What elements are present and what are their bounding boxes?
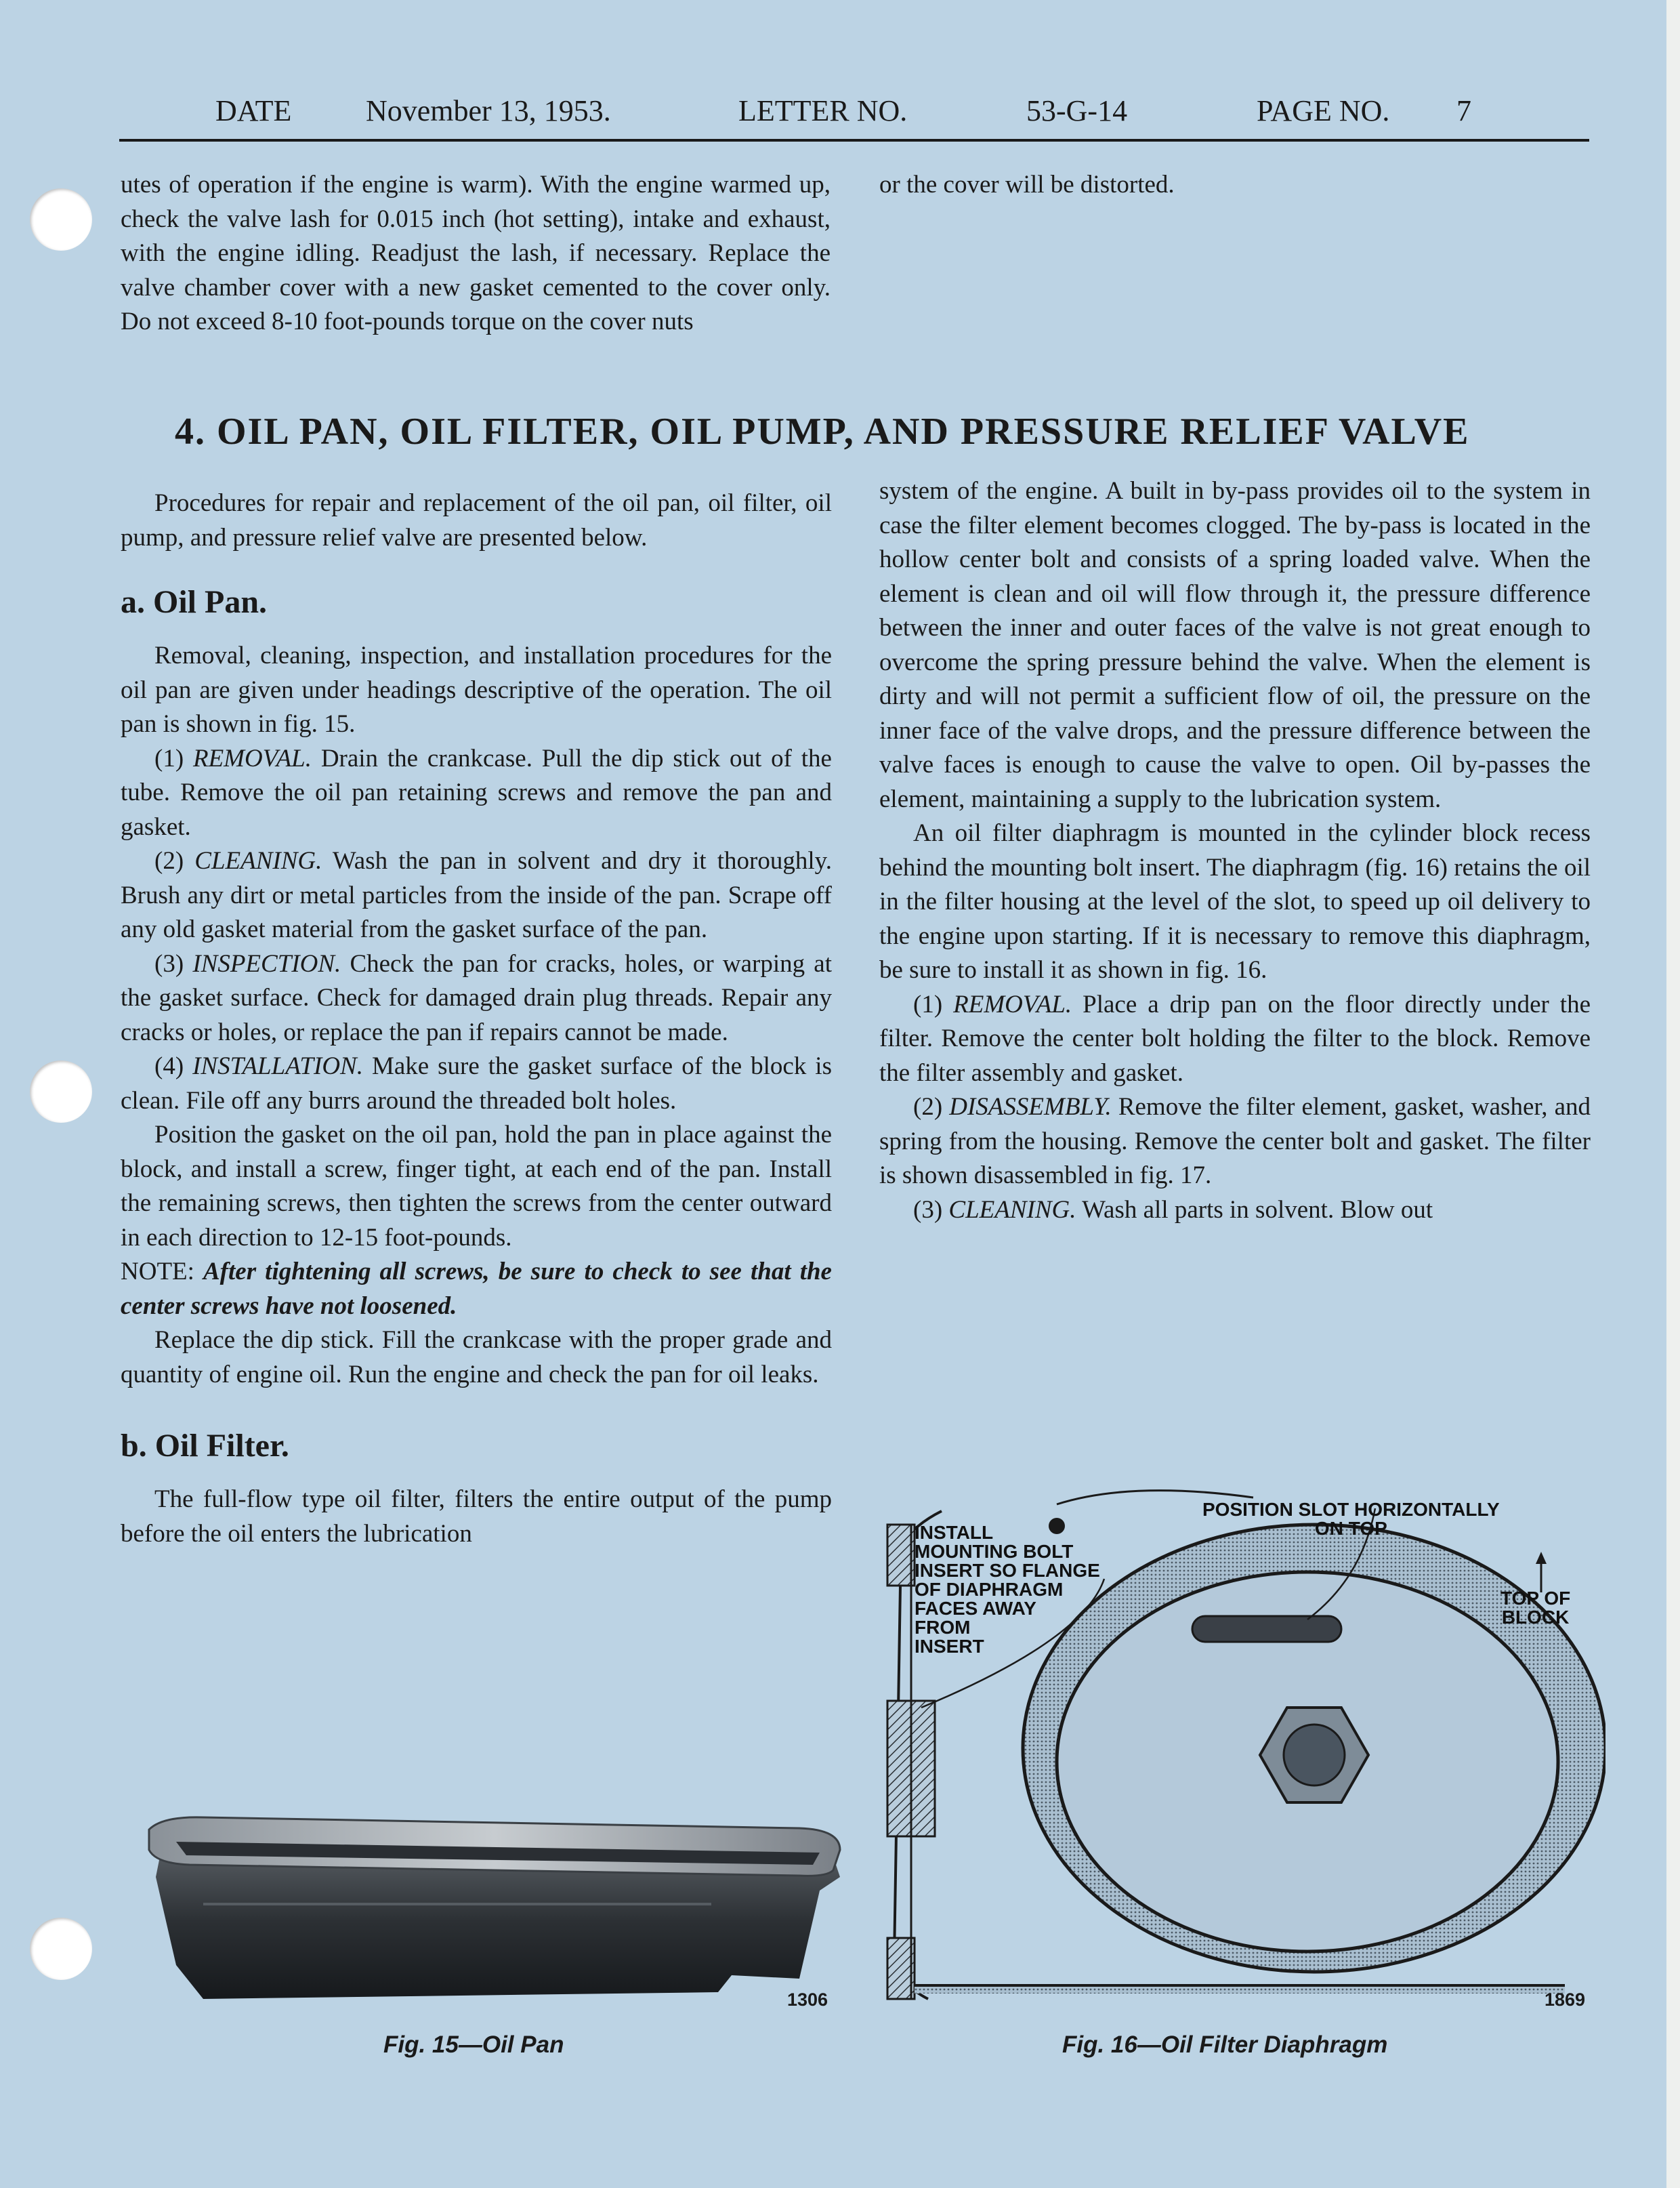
oil-pan-intro: Removal, cleaning, inspection, and installation procedures for the oil pan are given under headings descriptive of the operation. The oil pan is shown in fig. 15. bbox=[121, 642, 832, 738]
fig16-number: 1869 bbox=[1545, 1989, 1586, 2010]
step-text: Remove the filter element, gasket, washer, and spring from the housing. Remove the center bolt and gasket. The filter is shown disassembled in fig. 17. bbox=[879, 1093, 1591, 1189]
oil-pan-figure bbox=[122, 1802, 854, 2006]
step-number: (2) bbox=[913, 1093, 950, 1121]
step-text: Drain the crankcase. Pull the dip stick out of the tube. Remove the oil pan retaining screws and remove the pan and gasket. bbox=[121, 744, 832, 841]
step-label: DISASSEMBLY. bbox=[949, 1093, 1112, 1121]
oil-pan-installation bbox=[121, 1050, 832, 1118]
callout-top-of-block: TOP OF BLOCK bbox=[1500, 1588, 1571, 1628]
oil-pan-replace: Replace the dip stick. Fill the crankcase with the proper grade and quantity of engine oil. Run the engine and check the pan for oil leaks. bbox=[121, 1326, 832, 1388]
left-column bbox=[121, 487, 832, 1551]
continued-text: utes of operation if the engine is warm). With the engine warmed up, check the valve lash for 0.015 inch (hot setting), intake and exhaust, with the engine idling. Readjust the lash, if necessary. Replace the valve chamber cover with a new gasket cemented to the cover only. Do not exceed 8-10 foot-pounds torque on the cover nuts bbox=[121, 171, 831, 335]
oil-pan-note bbox=[121, 1255, 832, 1323]
binder-hole-middle bbox=[30, 1060, 92, 1123]
step-number: (2) bbox=[154, 847, 195, 875]
oil-filter-intro: The full-flow type oil filter, filters the entire output of the pump before the oil enters the lubrication bbox=[121, 1485, 832, 1548]
step-text: Check the pan for cracks, holes, or warping at the gasket surface. Check for damaged drain plug threads. Repair any cracks or holes, or replace the pan if repairs cannot be made. bbox=[121, 949, 832, 1046]
step-number: (3) bbox=[154, 949, 193, 978]
diaphragm-slot bbox=[1192, 1616, 1341, 1642]
fig15-caption: Fig. 15—Oil Pan bbox=[383, 2031, 564, 2058]
right-column bbox=[879, 474, 1591, 1227]
step-label: REMOVAL. bbox=[192, 744, 312, 772]
continued-text-right: or the cover will be distorted. bbox=[879, 171, 1175, 199]
oil-pan-cleaning bbox=[121, 844, 832, 947]
fig15-number: 1306 bbox=[787, 1989, 828, 2010]
page-value: 7 bbox=[1456, 94, 1471, 127]
step-number: (1) bbox=[154, 744, 193, 772]
binder-hole-top bbox=[30, 188, 92, 251]
step-text: Wash all parts in solvent. Blow out bbox=[1076, 1195, 1433, 1224]
page-label: PAGE NO. bbox=[1257, 94, 1390, 127]
step-number: (4) bbox=[154, 1052, 193, 1080]
step-label: INSPECTION. bbox=[192, 949, 341, 978]
center-bolt-hole bbox=[1284, 1725, 1345, 1786]
step-text: Place a drip pan on the floor directly under the filter. Remove the center bolt holding the filter to the block. Remove the filter assembly and gasket. bbox=[879, 990, 1591, 1087]
letter-label: LETTER NO. bbox=[738, 94, 908, 127]
step-label: INSTALLATION. bbox=[192, 1052, 363, 1080]
oil-pan-removal bbox=[121, 742, 832, 845]
oil-filter-heading: b. Oil Filter. bbox=[121, 1428, 289, 1464]
step-label: CLEANING. bbox=[948, 1195, 1076, 1224]
step-text: Wash the pan in solvent and dry it thoroughly. Brush any dirt or metal particles from the inside of the pan. Scrape off any old gasket material from the gasket surface of the pan. bbox=[121, 847, 832, 943]
section-intro: Procedures for repair and replacement of the oil pan, oil filter, oil pump, and pressure relief valve are presented below. bbox=[121, 489, 832, 552]
callout-install: INSTALL MOUNTING BOLT INSERT SO FLANGE OF DIAPHRAGM FACES AWAY FROM INSERT bbox=[915, 1522, 1100, 1657]
note-label: NOTE: bbox=[121, 1258, 203, 1285]
step-number: (3) bbox=[913, 1195, 949, 1224]
date-label: DATE bbox=[215, 94, 292, 127]
oil-pan-heading: a. Oil Pan. bbox=[121, 584, 268, 620]
top-left-paragraph bbox=[121, 168, 831, 339]
letter-value: 53-G-14 bbox=[1026, 94, 1128, 127]
section-title: 4. OIL PAN, OIL FILTER, OIL PUMP, AND PRESSURE RELIEF VALVE bbox=[175, 411, 1470, 453]
oil-filter-bypass-text: system of the engine. A built in by-pass provides oil to the system in case the filter element becomes clogged. The by-pass is located in the hollow center bolt and consists of a spring loaded valve. When the element is clean and oil will flow through it, the pressure difference between the inner and outer faces of the valve is not great enough to overcome the spring pressure behind the valve. When the element is dirty and will not permit a sufficient flow of oil, the pressure on the inner face of the valve drops, and the pressure difference between the valve faces is enough to cause the valve to open. Oil by-passes the element, maintaining a supply to the lubrication system. bbox=[879, 477, 1591, 813]
oil-filter-disassembly bbox=[879, 1090, 1591, 1193]
top-right-paragraph bbox=[879, 168, 1591, 203]
header-rule bbox=[119, 139, 1589, 142]
page-edge bbox=[1666, 0, 1680, 2188]
step-label: REMOVAL. bbox=[953, 990, 1072, 1018]
oil-pan-inspection bbox=[121, 947, 832, 1050]
base-shading bbox=[915, 1987, 1565, 1994]
step-text: Make sure the gasket surface of the block is clean. File off any burrs around the threaded bolt holes. bbox=[121, 1052, 832, 1115]
date-value: November 13, 1953. bbox=[366, 94, 611, 127]
callout-position-slot: POSITION SLOT HORIZONTALLY ON TOP bbox=[1202, 1499, 1500, 1539]
binder-hole-bottom bbox=[30, 1918, 92, 1980]
oil-filter-diaphragm-text: An oil filter diaphragm is mounted in the cylinder block recess behind the mounting bolt insert. The diaphragm (fig. 16) retains the oil in the filter housing at the level of the slot, to speed up oil delivery to the engine upon starting. If it is necessary to remove this diaphragm, be sure to install it as shown in fig. 16. bbox=[879, 819, 1591, 984]
oil-pan-position: Position the gasket on the oil pan, hold the pan in place against the block, and install a screw, finger tight, at each end of the pan. Install the remaining screws, then tighten the screws from the center outward in each direction to 12-15 foot-pounds. bbox=[121, 1121, 832, 1252]
note-text: After tightening all screws, be sure to check to see that the center screws have not loosened. bbox=[121, 1258, 832, 1320]
oil-filter-removal bbox=[879, 988, 1591, 1091]
fig16-caption: Fig. 16—Oil Filter Diaphragm bbox=[1062, 2031, 1388, 2058]
step-label: CLEANING. bbox=[194, 847, 322, 875]
top-arrow-head bbox=[1536, 1552, 1547, 1564]
oil-filter-cleaning bbox=[879, 1193, 1591, 1228]
step-number: (1) bbox=[913, 990, 954, 1018]
